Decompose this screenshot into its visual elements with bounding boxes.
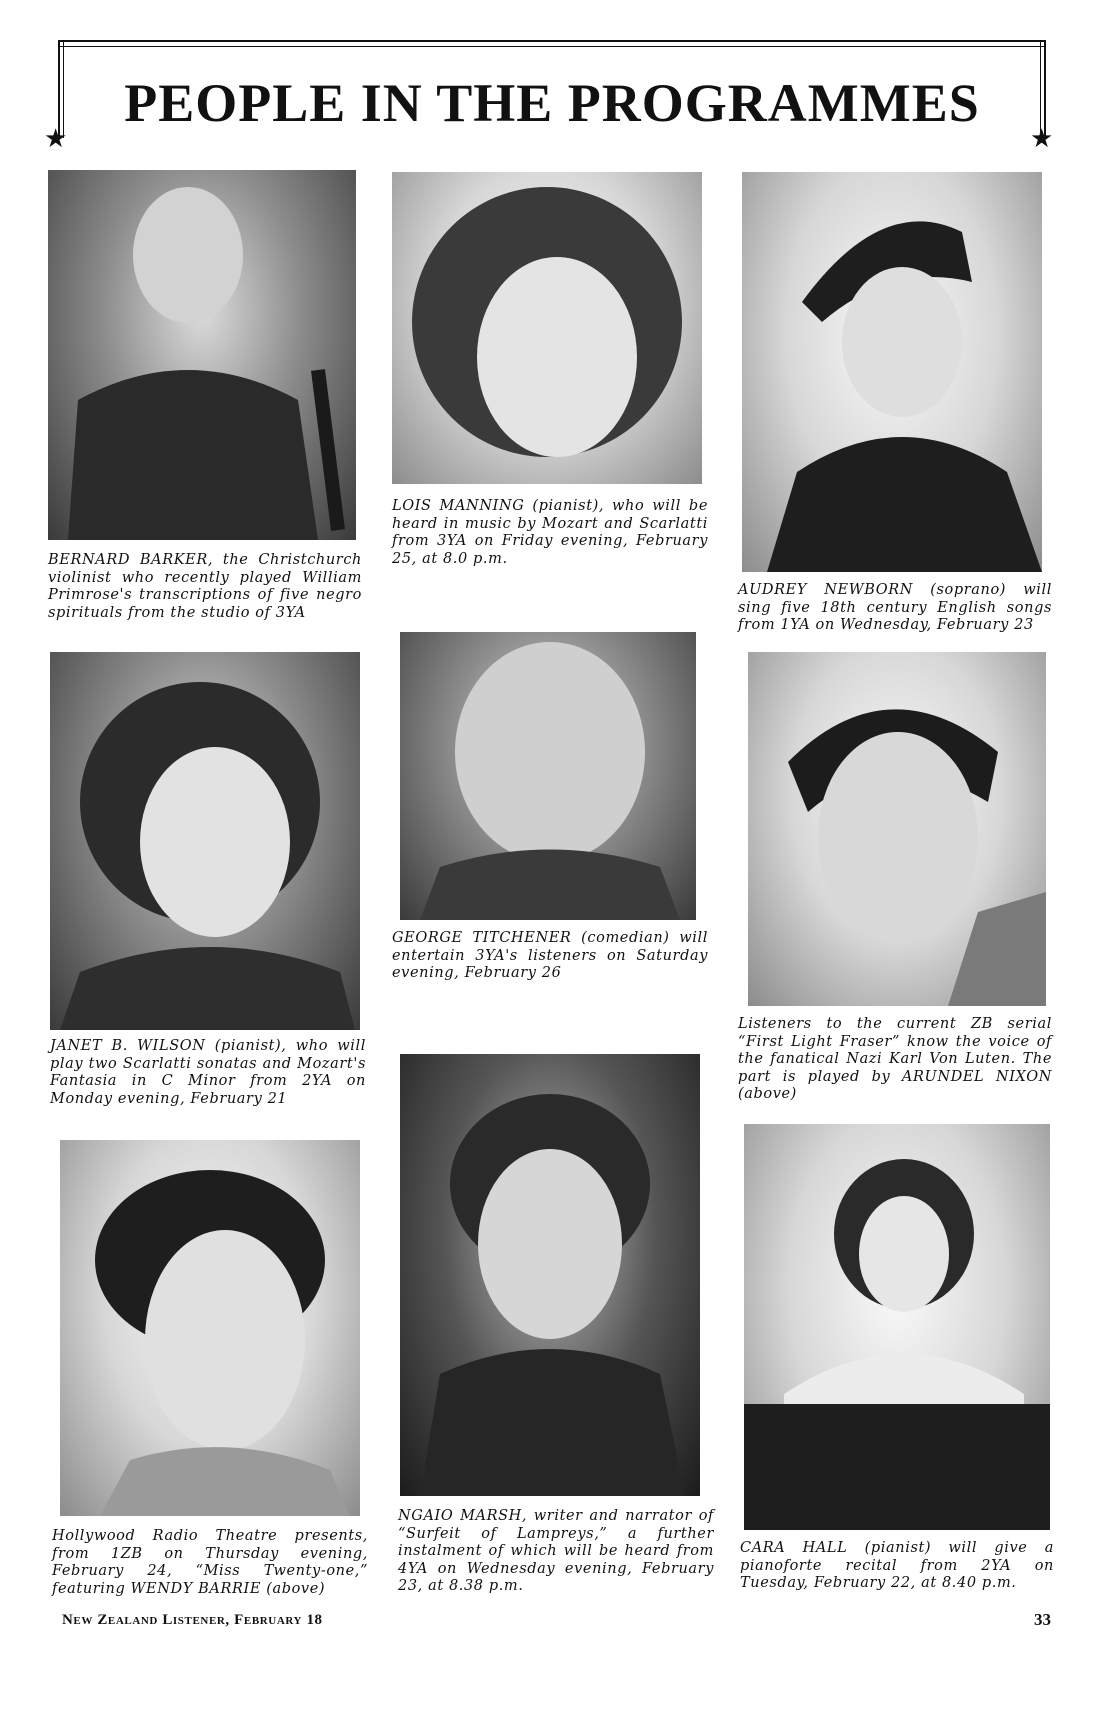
caption-arundel-nixon: Listeners to the current ZB serial “First Light Fraser” know the voice of the fanatical Nazi Karl Von Luten. The part is played by ARUNDEL NIXON (above) xyxy=(738,1016,1052,1102)
photo-janet-b-wilson xyxy=(50,652,360,1030)
photo-arundel-nixon xyxy=(748,652,1046,1006)
caption-bernard-barker: BERNARD BARKER, the Christchurch violinist who recently played William Primrose's transcriptions of five negro spirituals from the studio of 3YA xyxy=(48,552,362,621)
photo-cara-hall xyxy=(744,1124,1050,1530)
caption-wendy-barrie: Hollywood Radio Theatre presents, from 1ZB on Thursday evening, February 24, “Miss Twenty-one,” featuring WENDY BARRIE (above) xyxy=(52,1528,368,1597)
star-ornament-icon: ★ xyxy=(44,124,68,154)
caption-janet-b-wilson: JANET B. WILSON (pianist), who will play two Scarlatti sonatas and Mozart's Fantasia in C Minor from 2YA on Monday evening, February 21 xyxy=(50,1038,366,1107)
publication-footer: New Zealand Listener, February 18 xyxy=(62,1612,323,1628)
caption-audrey-newborn: AUDREY NEWBORN (soprano) will sing five 18th century English songs from 1YA on Wednesday, February 23 xyxy=(738,582,1052,633)
caption-george-titchener: GEORGE TITCHENER (comedian) will entertain 3YA's listeners on Saturday evening, February 26 xyxy=(392,930,708,981)
header-rule xyxy=(58,40,1046,47)
photo-bernard-barker xyxy=(48,170,356,540)
caption-cara-hall: CARA HALL (pianist) will give a pianoforte recital from 2YA on Tuesday, February 22, at 8.40 p.m. xyxy=(740,1540,1054,1591)
photo-wendy-barrie xyxy=(60,1140,360,1516)
page-title: PEOPLE IN THE PROGRAMMES xyxy=(124,73,980,133)
caption-ngaio-marsh: NGAIO MARSH, writer and narrator of “Surfeit of Lampreys,” a further instalment of which will be heard from 4YA on Wednesday evening, February 23, at 8.38 p.m. xyxy=(398,1508,714,1594)
photo-lois-manning xyxy=(392,172,702,484)
page-number: 33 xyxy=(1034,1610,1051,1629)
caption-lois-manning: LOIS MANNING (pianist), who will be heard in music by Mozart and Scarlatti from 3YA on Friday evening, February 25, at 8.0 p.m. xyxy=(392,498,708,567)
photo-ngaio-marsh xyxy=(400,1054,700,1496)
star-ornament-icon: ★ xyxy=(1030,124,1054,154)
photo-george-titchener xyxy=(400,632,696,920)
photo-audrey-newborn xyxy=(742,172,1042,572)
